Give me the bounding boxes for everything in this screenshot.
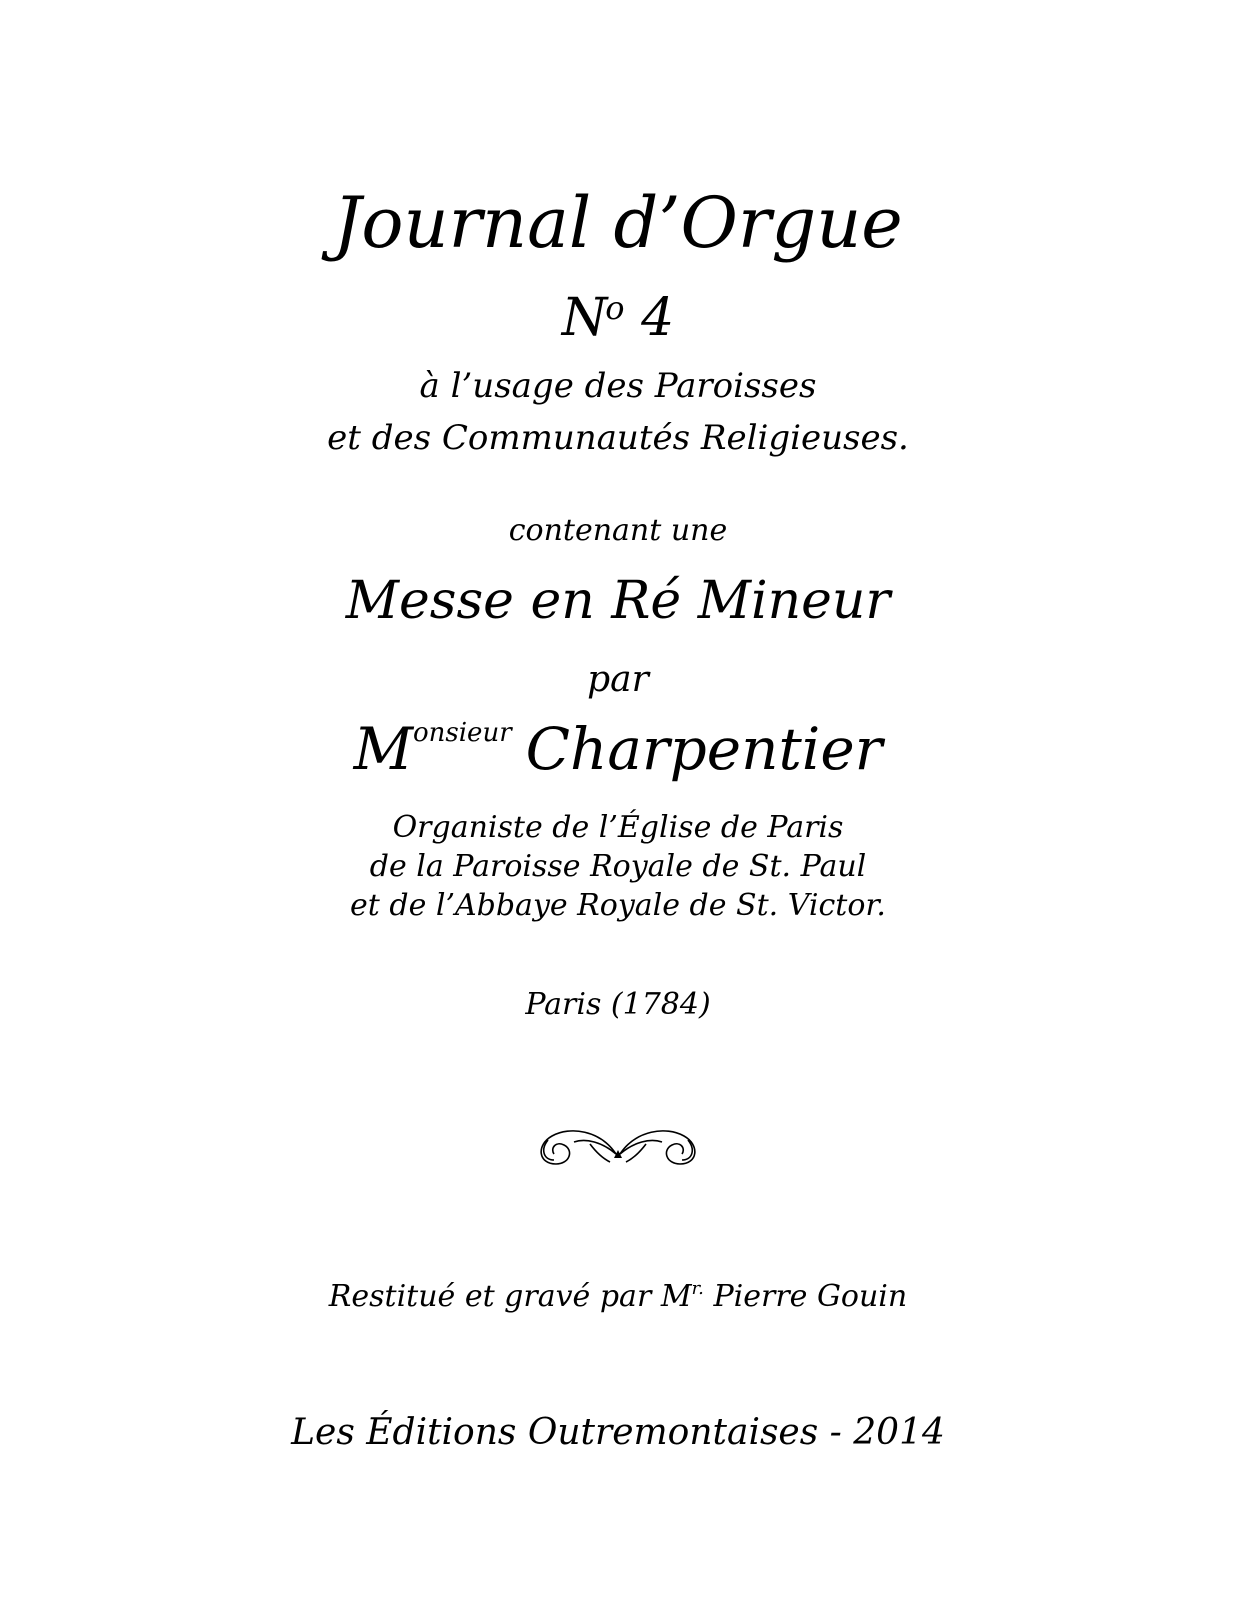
mass-title: Messe en Ré Mineur (345, 571, 891, 631)
fleuron-ornament-icon (530, 1124, 706, 1170)
credit-prefix: Restitué et gravé par M (328, 1279, 692, 1314)
composer-line (0, 715, 1236, 783)
engraver-credit (0, 1280, 1236, 1312)
usage-line-2: et des Communautés Religieuses. (327, 418, 909, 458)
role-line: Organiste de l’Église de Paris (392, 810, 844, 845)
usage-line-1: à l’usage des Paroisses (419, 366, 817, 406)
contenant-line: contenant une (508, 513, 728, 548)
document-title: Journal d’Orgue (333, 182, 903, 264)
number-prefix: N (561, 288, 608, 348)
par-line: par (587, 659, 649, 700)
composer-honorific-superscript: onsieur (413, 718, 512, 748)
composer-honorific: M (353, 715, 413, 783)
publisher-line: Les Éditions Outremontaises - 2014 (291, 1412, 945, 1453)
credit-name: Pierre Gouin (703, 1279, 908, 1314)
composer-name: Charpentier (525, 715, 883, 783)
place-date: Paris (1784) (525, 987, 711, 1022)
number-prefix-superscript: o (605, 289, 625, 327)
role-line: de la Paroisse Royale de St. Paul (369, 849, 867, 884)
role-line: et de l’Abbaye Royale de St. Victor. (350, 888, 886, 923)
usage-block (0, 360, 1236, 464)
journal-number (0, 288, 1236, 348)
composer-roles (0, 808, 1236, 925)
credit-superscript: r. (691, 1278, 704, 1299)
number-value: 4 (641, 288, 675, 348)
